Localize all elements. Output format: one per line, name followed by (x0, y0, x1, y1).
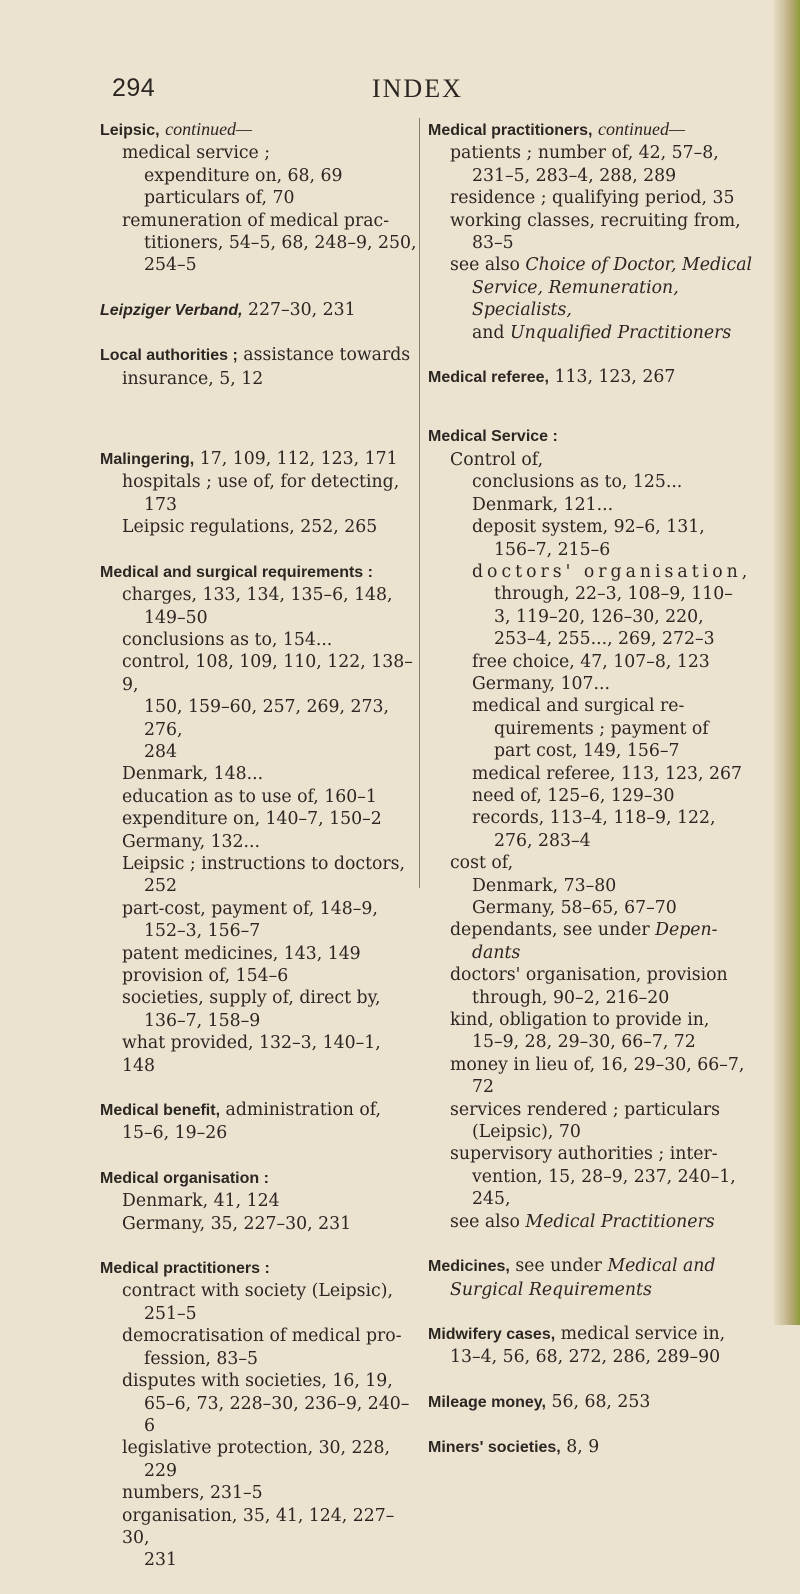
subentry: 254–5 (144, 255, 197, 276)
index-entry-local-authorities: Local authorities ; assistance towards insurance, 5, 12 (100, 345, 411, 389)
subentry: titioners, 54–5, 68, 248–9, 250, (144, 233, 417, 254)
index-column-left (100, 118, 418, 1594)
index-entry-miners-societies: Miners' societies, 8, 9 (428, 1437, 600, 1458)
subentry: particulars of, 70 (144, 188, 295, 209)
index-entry-medical-service: Medical Service : Control of, conclusions as to, 125... Denmark, 121... deposit system, 92–6, 131, 156–7, 215–6 doctors' organisation, through, 22–3, 108–9, 110– 3, 119–20, 126–30, 220, 253–4, 255..., 269, 272–3 free choice, 47, 107–8, 123 Germany, 107... medical and surgical re- quirements ; payment of part cost, 149, 156–7 medical referee, 113, 123, 267 need of, 125–6, 129–30 records, 113–4, 118–9, 122, 276, 283–4 cost of, Denmark, 73–80 Germany, 58–65, 67–70 dependants, see under Depen- dants doctors' organisation, provision through, 90–2, 216–20 kind, obligation to provide in, 15–9, 28, 29–30, 66–7, 72 money in lieu of, 16, 29–30, 66–7, 72 services rendered ; particulars (Leipsic), 70 supervisory authorities ; inter- vention, 15, 28–9, 237, 240–1, 245, see also Medical Practitioners (428, 428, 752, 1232)
index-entry-malingering: Malingering, 17, 109, 112, 123, 171 hospitals ; use of, for detecting, 173 Leipsic regulations, 252, 265 (100, 449, 400, 538)
index-entry-medicines: Medicines, see under Medical and Surgical Requirements (428, 1256, 716, 1300)
index-entry-medical-practitioners-continued: Medical practitioners, continued— patients ; number of, 42, 57–8, 231–5, 283–4, 288, 289 residence ; qualifying period, 35 working classes, recruiting from, 83–5 see also Choice of Doctor, Medical Service, Remuneration, Specialists, and Unqualified Practitioners (428, 119, 753, 343)
index-entry-mileage-money: Mileage money, 56, 68, 253 (428, 1391, 651, 1412)
page-number: 294 (112, 74, 156, 102)
page-edge-shadow (774, 0, 800, 1325)
column-divider (419, 118, 420, 888)
index-entry-medical-practitioners: Medical practitioners : contract with society (Leipsic), 251–5 democratisation of medical pro- fession, 83–5 disputes with societies, 16, 19, 65–6, 73, 228–30, 236–9, 240–6 legislative protection, 30, 228, 229 numbers, 231–5 organisation, 35, 41, 124, 227–30, 231 (100, 1260, 410, 1571)
index-column-right (428, 118, 770, 1482)
subentry: remuneration of medical prac- (122, 210, 390, 231)
page-header (0, 74, 800, 110)
subentry: medical service ; (122, 143, 271, 164)
index-entry-medical-benefit: Medical benefit, administration of, 15–6, 19–26 (100, 1100, 382, 1144)
index-entry-medical-organisation: Medical organisation : Denmark, 41, 124 Germany, 35, 227–30, 231 (100, 1169, 352, 1234)
index-entry-midwifery-cases: Midwifery cases, medical service in, 13–4, 56, 68, 272, 286, 289–90 (428, 1323, 726, 1368)
index-entry-medical-referee: Medical referee, 113, 123, 267 (428, 367, 676, 388)
running-title: INDEX (372, 74, 463, 103)
index-entry-medical-surgical-requirements: Medical and surgical requirements : charges, 133, 134, 135–6, 148, 149–50 conclusions as to, 154... control, 108, 109, 110, 122, 138–9, 150, 159–60, 257, 269, 273, 276, 284 Denmark, 148... education as to use of, 160–1 expenditure on, 140–7, 150–2 Germany, 132... Leipsic ; instructions to doctors, 252 part-cost, payment of, 148–9, 152–3, 156–7 patent medicines, 143, 149 provision of, 154–6 societies, supply of, direct by, 136–7, 158–9 what provided, 132–3, 140–1, 148 (100, 563, 413, 1076)
index-entry-leipziger-verband: Leipziger Verband, 227–30, 231 (100, 299, 356, 320)
index-entry-leipsic-continued: Leipsic, continued— medical service ; expenditure on, 68, 69 particulars of, 70 remuneration of medical prac- titioners, 54–5, 68, 248–9, 250, 254–5 (100, 119, 417, 276)
subentry: expenditure on, 68, 69 (144, 165, 343, 186)
